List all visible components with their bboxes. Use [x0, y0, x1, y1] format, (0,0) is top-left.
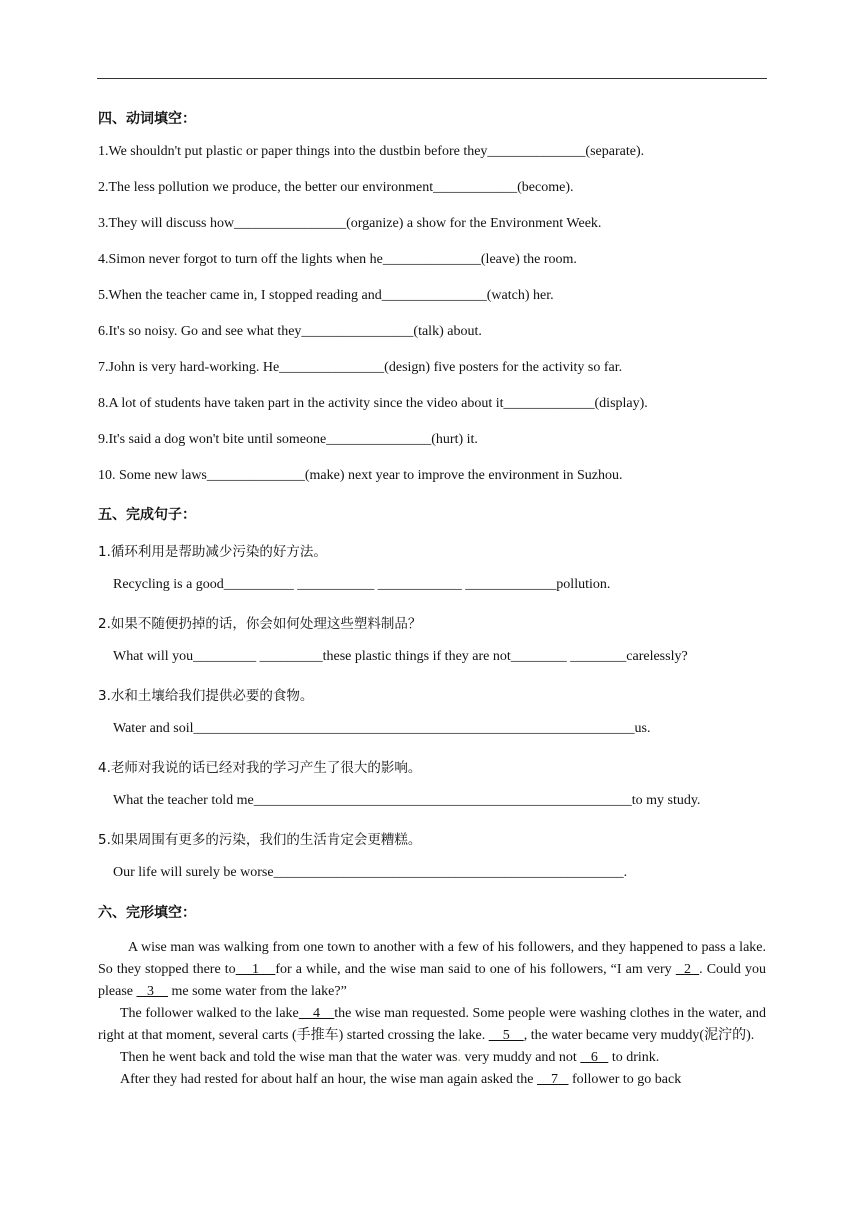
blank-7: 7: [536, 1072, 569, 1087]
section6-heading: 六、完形填空：: [98, 905, 196, 921]
blank-5: 5: [488, 1028, 524, 1043]
section4-heading: 四、动词填空：: [98, 111, 196, 127]
section4-item-10: 10. Some new laws______________(make) next year to improve the environment in Suzhou.: [98, 468, 623, 483]
section4-item-2: 2.The less pollution we produce, the better our environment____________(become).: [98, 180, 574, 195]
section4-item-9: 9.It's said a dog won't bite until someone_______________(hurt) it.: [98, 432, 478, 447]
section5-item-1-english: Recycling is a good__________ ___________ ____________ _____________pollution.: [113, 577, 611, 592]
section5-item-3-english: Water and soil_______________________________________________________________us.: [113, 721, 651, 736]
cloze-paragraph-3: Then he went back and told the wise man that the water was. very muddy and not 6 to drink.: [120, 1050, 660, 1065]
section5-item-4-chinese: 4.老师对我说的话已经对我的学习产生了很大的影响。: [98, 760, 422, 776]
blank-1: 1: [235, 962, 276, 977]
section5-item-1-chinese: 1.循环利用是帮助减少污染的好方法。: [98, 544, 327, 560]
cloze-passage: [98, 937, 766, 1091]
section4-item-4: 4.Simon never forgot to turn off the lights when he______________(leave) the room.: [98, 252, 577, 267]
blank-6: 6: [580, 1050, 609, 1065]
section4-item-5: 5.When the teacher came in, I stopped reading and_______________(watch) her.: [98, 288, 554, 303]
blank-4: 4: [298, 1006, 335, 1021]
cloze-paragraph-2: The follower walked to the lake 4 the wise man requested. Some people were washing clothes in the water, and right at that moment, several carts (手推车) started crossing the lake. 5 , the water became very muddy(泥泞的).: [98, 1006, 766, 1043]
blank-2: 2: [675, 962, 700, 977]
section5-item-3-chinese: 3.水和土壤给我们提供必要的食物。: [98, 688, 314, 704]
stray-dot: .: [457, 1050, 461, 1065]
section5-item-5-english: Our life will surely be worse__________________________________________________.: [113, 865, 628, 880]
section5-item-2-chinese: 2.如果不随便扔掉的话，你会如何处理这些塑料制品？: [98, 616, 422, 632]
cloze-paragraph-4: After they had rested for about half an hour, the wise man again asked the 7 follower to go back: [120, 1072, 682, 1087]
section4-item-1: 1.We shouldn't put plastic or paper things into the dustbin before they______________(separate).: [98, 144, 645, 159]
section4-item-3: 3.They will discuss how________________(organize) a show for the Environment Week.: [98, 216, 602, 231]
section5-item-5-chinese: 5.如果周围有更多的污染，我们的生活肯定会更糟糕。: [98, 832, 422, 848]
section5-item-2-english: What will you_________ _________these plastic things if they are not________ ________carelessly?: [113, 649, 688, 664]
section4-item-7: 7.John is very hard-working. He_______________(design) five posters for the activity so far.: [98, 360, 623, 375]
blank-3: 3: [136, 984, 168, 999]
section5-item-4-english: What the teacher told me______________________________________________________to my study.: [113, 793, 701, 808]
header-rule: [97, 78, 767, 79]
section4-item-8: 8.A lot of students have taken part in the activity since the video about it_____________(display).: [98, 396, 648, 411]
cloze-paragraph-1: A wise man was walking from one town to another with a few of his followers, and they happened to pass a lake. So they stopped there to 1 for a while, and the wise man said to one of his followers, “I am very 2 . Could you please 3 me some water from the lake?”: [98, 940, 767, 999]
section4-item-6: 6.It's so noisy. Go and see what they________________(talk) about.: [98, 324, 482, 339]
section5-heading: 五、完成句子：: [98, 507, 196, 523]
